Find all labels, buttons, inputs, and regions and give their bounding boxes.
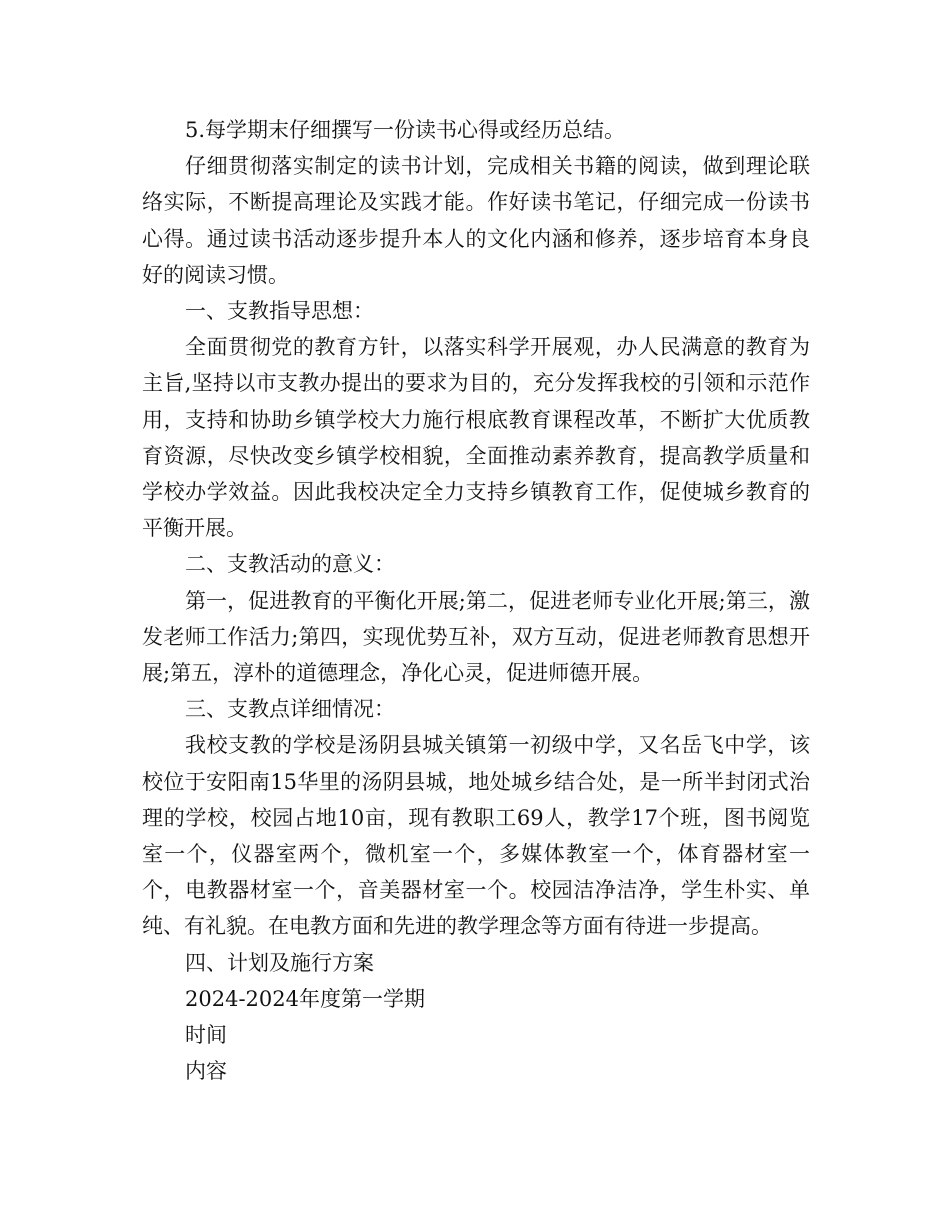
paragraph-guiding-idea: 全面贯彻党的教育方针，以落实科学开展观，办人民满意的教育为主旨,坚持以市支教办提出的要求为目的，充分发挥我校的引领和示范作用，支持和协助乡镇学校大力施行根底教育课程改革，不断扩大优质教育资源，尽快改变乡镇学校相貌，全面推动素养教育，提高教学质量和学校办学效益。因此我校决定全力支持乡镇教育工作，促使城乡教育的平衡开展。 [142, 335, 810, 541]
table-header-time: 时间 [185, 1023, 227, 1048]
paragraph-reading-summary: 5.每学期末仔细撰写一份读书心得或经历总结。 [185, 118, 626, 142]
table-header-content: 内容 [185, 1059, 227, 1084]
heading-guiding-idea: 一、支教指导思想： [185, 299, 374, 324]
heading-school-details: 三、支教点详细情况： [185, 697, 395, 722]
heading-plan: 四、计划及施行方案 [185, 950, 374, 975]
document-body [142, 112, 810, 1089]
paragraph-reading-plan: 仔细贯彻落实制定的读书计划，完成相关书籍的阅读，做到理论联络实际，不断提高理论及实践才能。作好读书笔记，仔细完成一份读书心得。通过读书活动逐步提升本人的文化内涵和修养，逐步培育本身良好的阅读习惯。 [142, 154, 810, 287]
term-label: 2024-2024年度第一学期 [185, 986, 425, 1011]
heading-significance: 二、支教活动的意义： [185, 552, 395, 577]
paragraph-school-details: 我校支教的学校是汤阴县城关镇第一初级中学，又名岳飞中学，该校位于安阳南15华里的汤阴县城，地处城乡结合处，是一所半封闭式治理的学校，校园占地10亩，现有教职工69人，教学17个班，图书阅览室一个，仪器室两个，微机室一个，多媒体教室一个，体育器材室一个，电教器材室一个，音美器材室一个。校园洁净洁净，学生朴实、单纯、有礼貌。在电教方面和先进的教学理念等方面有待进一步提高。 [142, 733, 810, 939]
paragraph-significance: 第一，促进教育的平衡化开展;第二，促进老师专业化开展;第三，激发老师工作活力;第四，实现优势互补，双方互动，促进老师教育思想开展;第五，淳朴的道德理念，净化心灵，促进师德开展。 [142, 588, 810, 686]
